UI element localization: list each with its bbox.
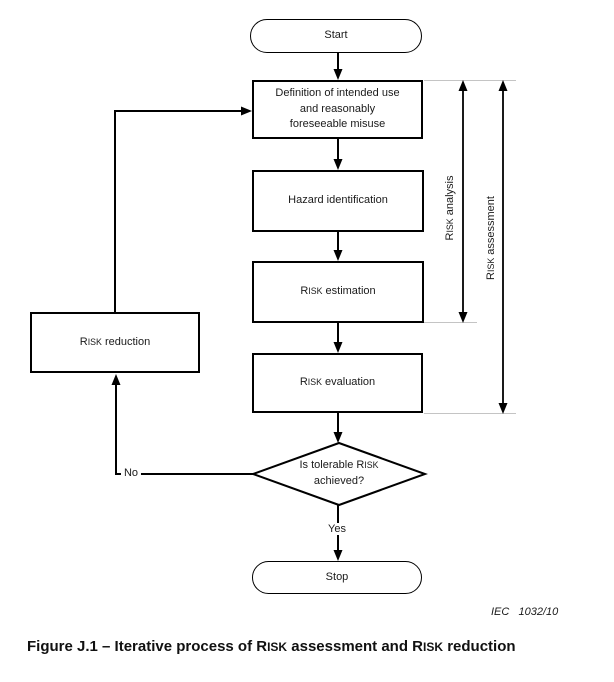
flow-node-risk-evaluation xyxy=(252,353,423,413)
flow-node-definition xyxy=(252,80,423,139)
flow-node-start xyxy=(250,19,422,53)
flow-node-stop xyxy=(252,561,422,594)
edge-definition-hazard-arrowhead xyxy=(334,159,343,170)
start-label: Start xyxy=(324,29,348,42)
edge-reduction-definition-arrowhead xyxy=(241,107,252,116)
edge-label-no: No xyxy=(121,467,141,479)
flow-node-risk-estimation xyxy=(252,261,424,323)
risk-reduction-label: RISK reduction xyxy=(79,335,151,348)
stop-label: Stop xyxy=(325,570,349,583)
edge-evaluation-decision-arrowhead xyxy=(334,432,343,443)
edge-decision-stop-arrowhead xyxy=(334,550,343,561)
risk-estimation-label: RISK estimation xyxy=(300,285,376,298)
edge-decision-reduction-arrowhead xyxy=(112,374,121,385)
flow-node-hazard-identification xyxy=(252,170,424,232)
hazard-identification-label: Hazard identification xyxy=(288,194,388,207)
risk-evaluation-label: RISK evaluation xyxy=(299,376,376,389)
edge-start-definition-arrowhead xyxy=(334,69,343,80)
decision-label: Is tolerable RISK achieved? xyxy=(299,459,379,487)
flow-node-risk-reduction xyxy=(30,312,200,373)
definition-label: Definition of intended use and reasonably foreseeable misuse xyxy=(275,86,400,131)
flow-node-decision xyxy=(259,443,419,505)
bracket-risk-assessment-arrowhead-top xyxy=(499,80,508,91)
edge-decision-reduction-no xyxy=(116,385,253,474)
edge-reduction-definition xyxy=(115,111,241,312)
figure-caption: Figure J.1 – Iterative process of RISK assessment and RISK reduction xyxy=(27,638,516,655)
bracket-risk-analysis-arrowhead-top xyxy=(459,80,468,91)
edge-label-yes: Yes xyxy=(325,523,349,535)
bracket-risk-assessment-arrowhead-bottom xyxy=(499,403,508,414)
edge-estimation-evaluation-arrowhead xyxy=(334,342,343,353)
iec-source-label: IEC 1032/10 xyxy=(491,606,559,618)
bracket-label-risk-assessment: RISK assessment xyxy=(485,196,497,280)
bracket-risk-analysis-arrowhead-bottom xyxy=(459,312,468,323)
bracket-label-risk-analysis: RISK analysis xyxy=(444,175,456,241)
edge-hazard-estimation-arrowhead xyxy=(334,250,343,261)
